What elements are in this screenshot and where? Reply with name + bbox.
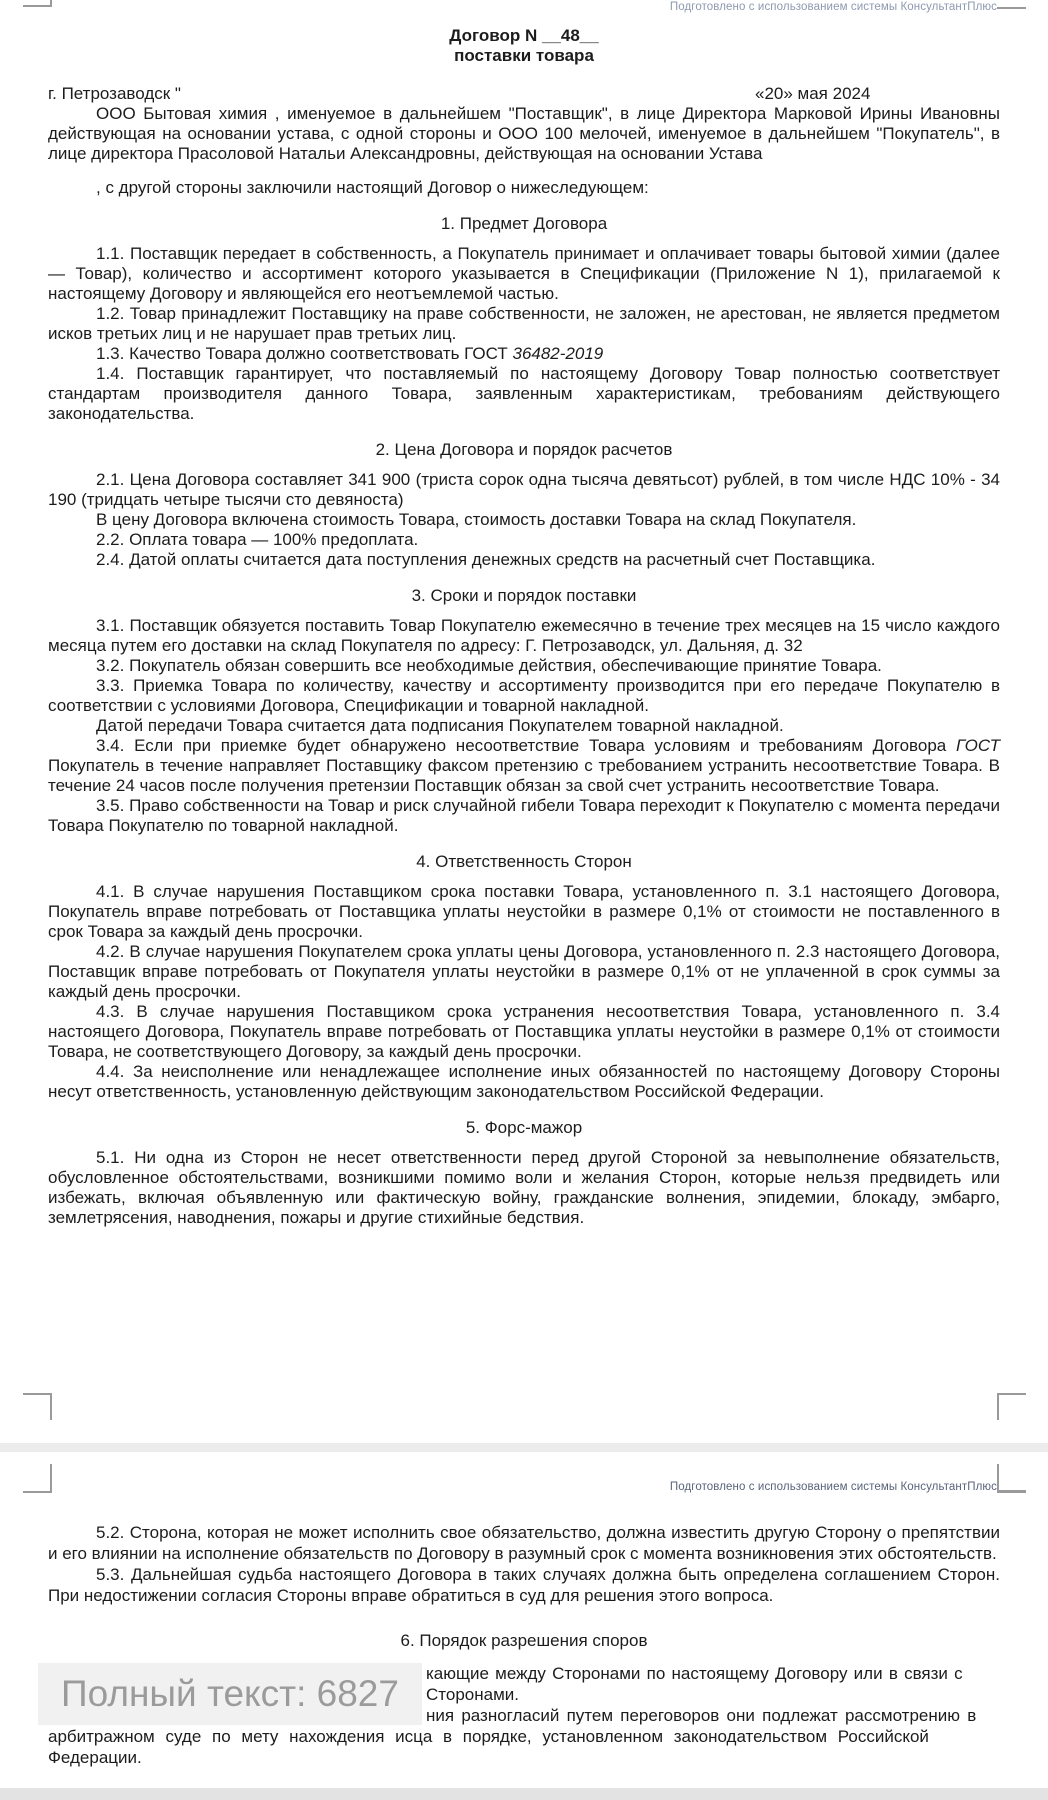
clause-2-1-note: В цену Договора включена стоимость Товара, стоимость доставки Товара на склад Покупателя.	[96, 510, 857, 529]
crop-mark-top-right-icon	[997, 7, 1026, 9]
clause-4-2: 4.2. В случае нарушения Покупателем срока уплаты цены Договора, установленного п. 2.3 настоящего Договора, Поставщик вправе потребовать от Покупателя уплаты неустойки в размере 0,1% от не уплаченной в срок суммы за каждый день просрочки.	[48, 942, 1000, 1001]
preamble-paragraph: ООО Бытовая химия , именуемое в дальнейшем "Поставщик", в лице Директора Марковой Ирины Ивановны действующая на основании устава, с одной стороны и ООО 100 мелочей, именуемое в дальнейшем "Покупатель", в лице директора Прасоловой Натальи Александровны, действующая на основании Устава	[48, 104, 1000, 163]
clause-1-3-text: 1.3. Качество Товара должно соответствовать ГОСТ	[96, 344, 513, 363]
clause-6-fragment-5: Федерации.	[48, 1748, 142, 1767]
gost-number-italic: 36482-2019	[512, 344, 604, 363]
section5-heading: 5. Форс-мажор	[465, 1118, 583, 1137]
city-label: г. Петрозаводск "	[48, 84, 181, 103]
preamble-conclusion: , с другой стороны заключили настоящий Договор о нижеследующем:	[96, 178, 649, 197]
clause-1-4: 1.4. Поставщик гарантирует, что поставляемый по настоящему Договору Товар полностью соответствует стандартам производителя данного Товара, заявленным характеристикам, требованиям действующего законодательства.	[48, 364, 1000, 423]
city-date-row	[48, 84, 1000, 104]
contract-date: «20» мая 2024	[755, 84, 871, 103]
clause-1-2: 1.2. Товар принадлежит Поставщику на праве собственности, не заложен, не арестован, не является предметом исков третьих лиц и не нарушает прав третьих лиц.	[48, 304, 1000, 343]
clause-1-1: 1.1. Поставщик передает в собственность, а Покупатель принимает и оплачивает товары бытовой химии (далее — Товар), количество и ассортимент которого указывается в Спецификации (Приложение N 1), прилагаемой к настоящему Договору и являющейся его неотъемлемой частью.	[48, 244, 1000, 303]
page2-content	[48, 1522, 1000, 1768]
clause-3-3-note: Датой передачи Товара считается дата подписания Покупателем товарной накладной.	[96, 716, 784, 735]
clause-5-3: 5.3. Дальнейшая судьба настоящего Договора в таких случаях должна быть определена соглашением Сторон. При недостижении согласия Стороны вправе обратиться в суд для решения этого вопроса.	[48, 1565, 1000, 1605]
contract-title-line2: поставки товара	[454, 46, 594, 65]
clause-3-2: 3.2. Покупатель обязан совершить все необходимые действия, обеспечивающие принятие Товара.	[96, 656, 882, 675]
page-gap-separator	[0, 1443, 1048, 1452]
gost-word-italic: ГОСТ	[955, 736, 1000, 755]
consultantplus-watermark-page2: Подготовлено с использованием системы КонсультантПлюс	[669, 1481, 997, 1493]
clause-4-4: 4.4. За неисполнение или ненадлежащее исполнение иных обязанностей по настоящему Договору Стороны несут ответственность, установленную действующим законодательством Российской Федерации.	[48, 1062, 1000, 1101]
section4-heading: 4. Ответственность Сторон	[416, 852, 632, 871]
clause-3-4	[48, 736, 1000, 796]
clause-6-fragment-3: ния разногласий путем переговоров они подлежат рассмотрению в	[426, 1706, 977, 1725]
crop-mark-page2-top-right-icon	[997, 1464, 1026, 1493]
full-text-counter-overlay: Полный текст: 6827	[38, 1663, 422, 1725]
section6-heading: 6. Порядок разрешения споров	[400, 1631, 648, 1650]
clause-4-3: 4.3. В случае нарушения Поставщиком срока устранения несоответствия Товара, установленного п. 3.4 настоящего Договора, Покупатель вправе потребовать от Поставщика уплаты неустойки в размере 0,1% от стоимости Товара, не соответствующего Договору, за каждый день просрочки.	[48, 1002, 1000, 1061]
crop-mark-page1-bottom-right-icon	[997, 1393, 1026, 1420]
section2-heading: 2. Цена Договора и порядок расчетов	[375, 440, 673, 459]
clause-3-4-text1: 3.4. Если при приемке будет обнаружено несоответствие Товара условиям и требованиям Договора	[96, 736, 956, 755]
clause-5-2: 5.2. Сторона, которая не может исполнить свое обязательство, должна известить другую Сторону о препятствии и его влиянии на исполнение обязательств по Договору в разумный срок с момента возникновения этих обстоятельств.	[48, 1523, 1000, 1563]
consultantplus-watermark: Подготовлено с использованием системы КонсультантПлюс	[669, 1, 997, 13]
clause-6-fragment-1: кающие между Сторонами по настоящему Договору или в связи с	[426, 1664, 963, 1683]
clause-2-2: 2.2. Оплата товара — 100% предоплата.	[96, 530, 419, 549]
clause-5-1: 5.1. Ни одна из Сторон не несет ответственности перед другой Стороной за невыполнение обязательств, обусловленное обстоятельствами, возникшими помимо воли и желания Сторон, которые нельзя предвидеть или избежать, включая объявленную или фактическую войну, гражданские волнения, эпидемии, блокаду, эмбарго, землетрясения, наводнения, пожары и другие стихийные бедствия.	[48, 1148, 1000, 1227]
section3-heading: 3. Сроки и порядок поставки	[411, 586, 637, 605]
clause-3-3: 3.3. Приемка Товара по количеству, качеству и ассортименту производится при его передаче Покупателю в соответствии с условиями Договора, Спецификации и товарной накладной.	[48, 676, 1000, 715]
clause-6-fragment-4: арбитражном суде по мету нахождения исца в порядке, установленном законодательством Российской	[48, 1727, 929, 1746]
clause-2-1: 2.1. Цена Договора составляет 341 900 (триста сорок одна тысяча девятьсот) рублей, в том числе НДС 10% - 34 190 (тридцать четыре тысячи сто девяноста)	[48, 470, 1000, 509]
crop-mark-page2-right-arm-icon	[997, 1490, 1026, 1492]
section1-heading: 1. Предмет Договора	[440, 214, 608, 233]
contract-title-line1: Договор N __48__	[449, 26, 599, 45]
bottom-edge-band	[0, 1788, 1048, 1800]
clause-6-fragment-2: Сторонами.	[426, 1685, 519, 1704]
crop-mark-top-left-icon	[23, 0, 52, 7]
clause-3-1: 3.1. Поставщик обязуется поставить Товар Покупателю ежемесячно в течение трех месяцев на 15 число каждого месяца путем его доставки на склад Покупателя по адресу: Г. Петрозаводск, ул. Дальняя, д. 32	[48, 616, 1000, 655]
clause-1-3	[48, 344, 1000, 364]
section6-paragraph-area	[48, 1663, 1000, 1768]
crop-mark-page2-top-left-icon	[23, 1464, 52, 1493]
crop-mark-page1-bottom-left-icon	[23, 1393, 52, 1420]
clause-3-5: 3.5. Право собственности на Товар и риск случайной гибели Товара переходит к Покупателю с момента передачи Товара Покупателю по товарной накладной.	[48, 796, 1000, 835]
page1-content	[48, 26, 1000, 1228]
clause-4-1: 4.1. В случае нарушения Поставщиком срока поставки Товара, установленного п. 3.1 настоящего Договора, Покупатель вправе потребовать от Поставщика уплаты неустойки в размере 0,1% от стоимости не поставленного в срок Товара за каждый день просрочки.	[48, 882, 1000, 941]
clause-3-4-text2: Покупатель в течение направляет Поставщику факсом претензию с требованием устранить несоответствие Товара. В течение 24 часов после получения претензии Поставщик обязан за свой счет устранить несоответствие Товара.	[48, 756, 1000, 795]
clause-2-4: 2.4. Датой оплаты считается дата поступления денежных средств на расчетный счет Поставщика.	[96, 550, 876, 569]
